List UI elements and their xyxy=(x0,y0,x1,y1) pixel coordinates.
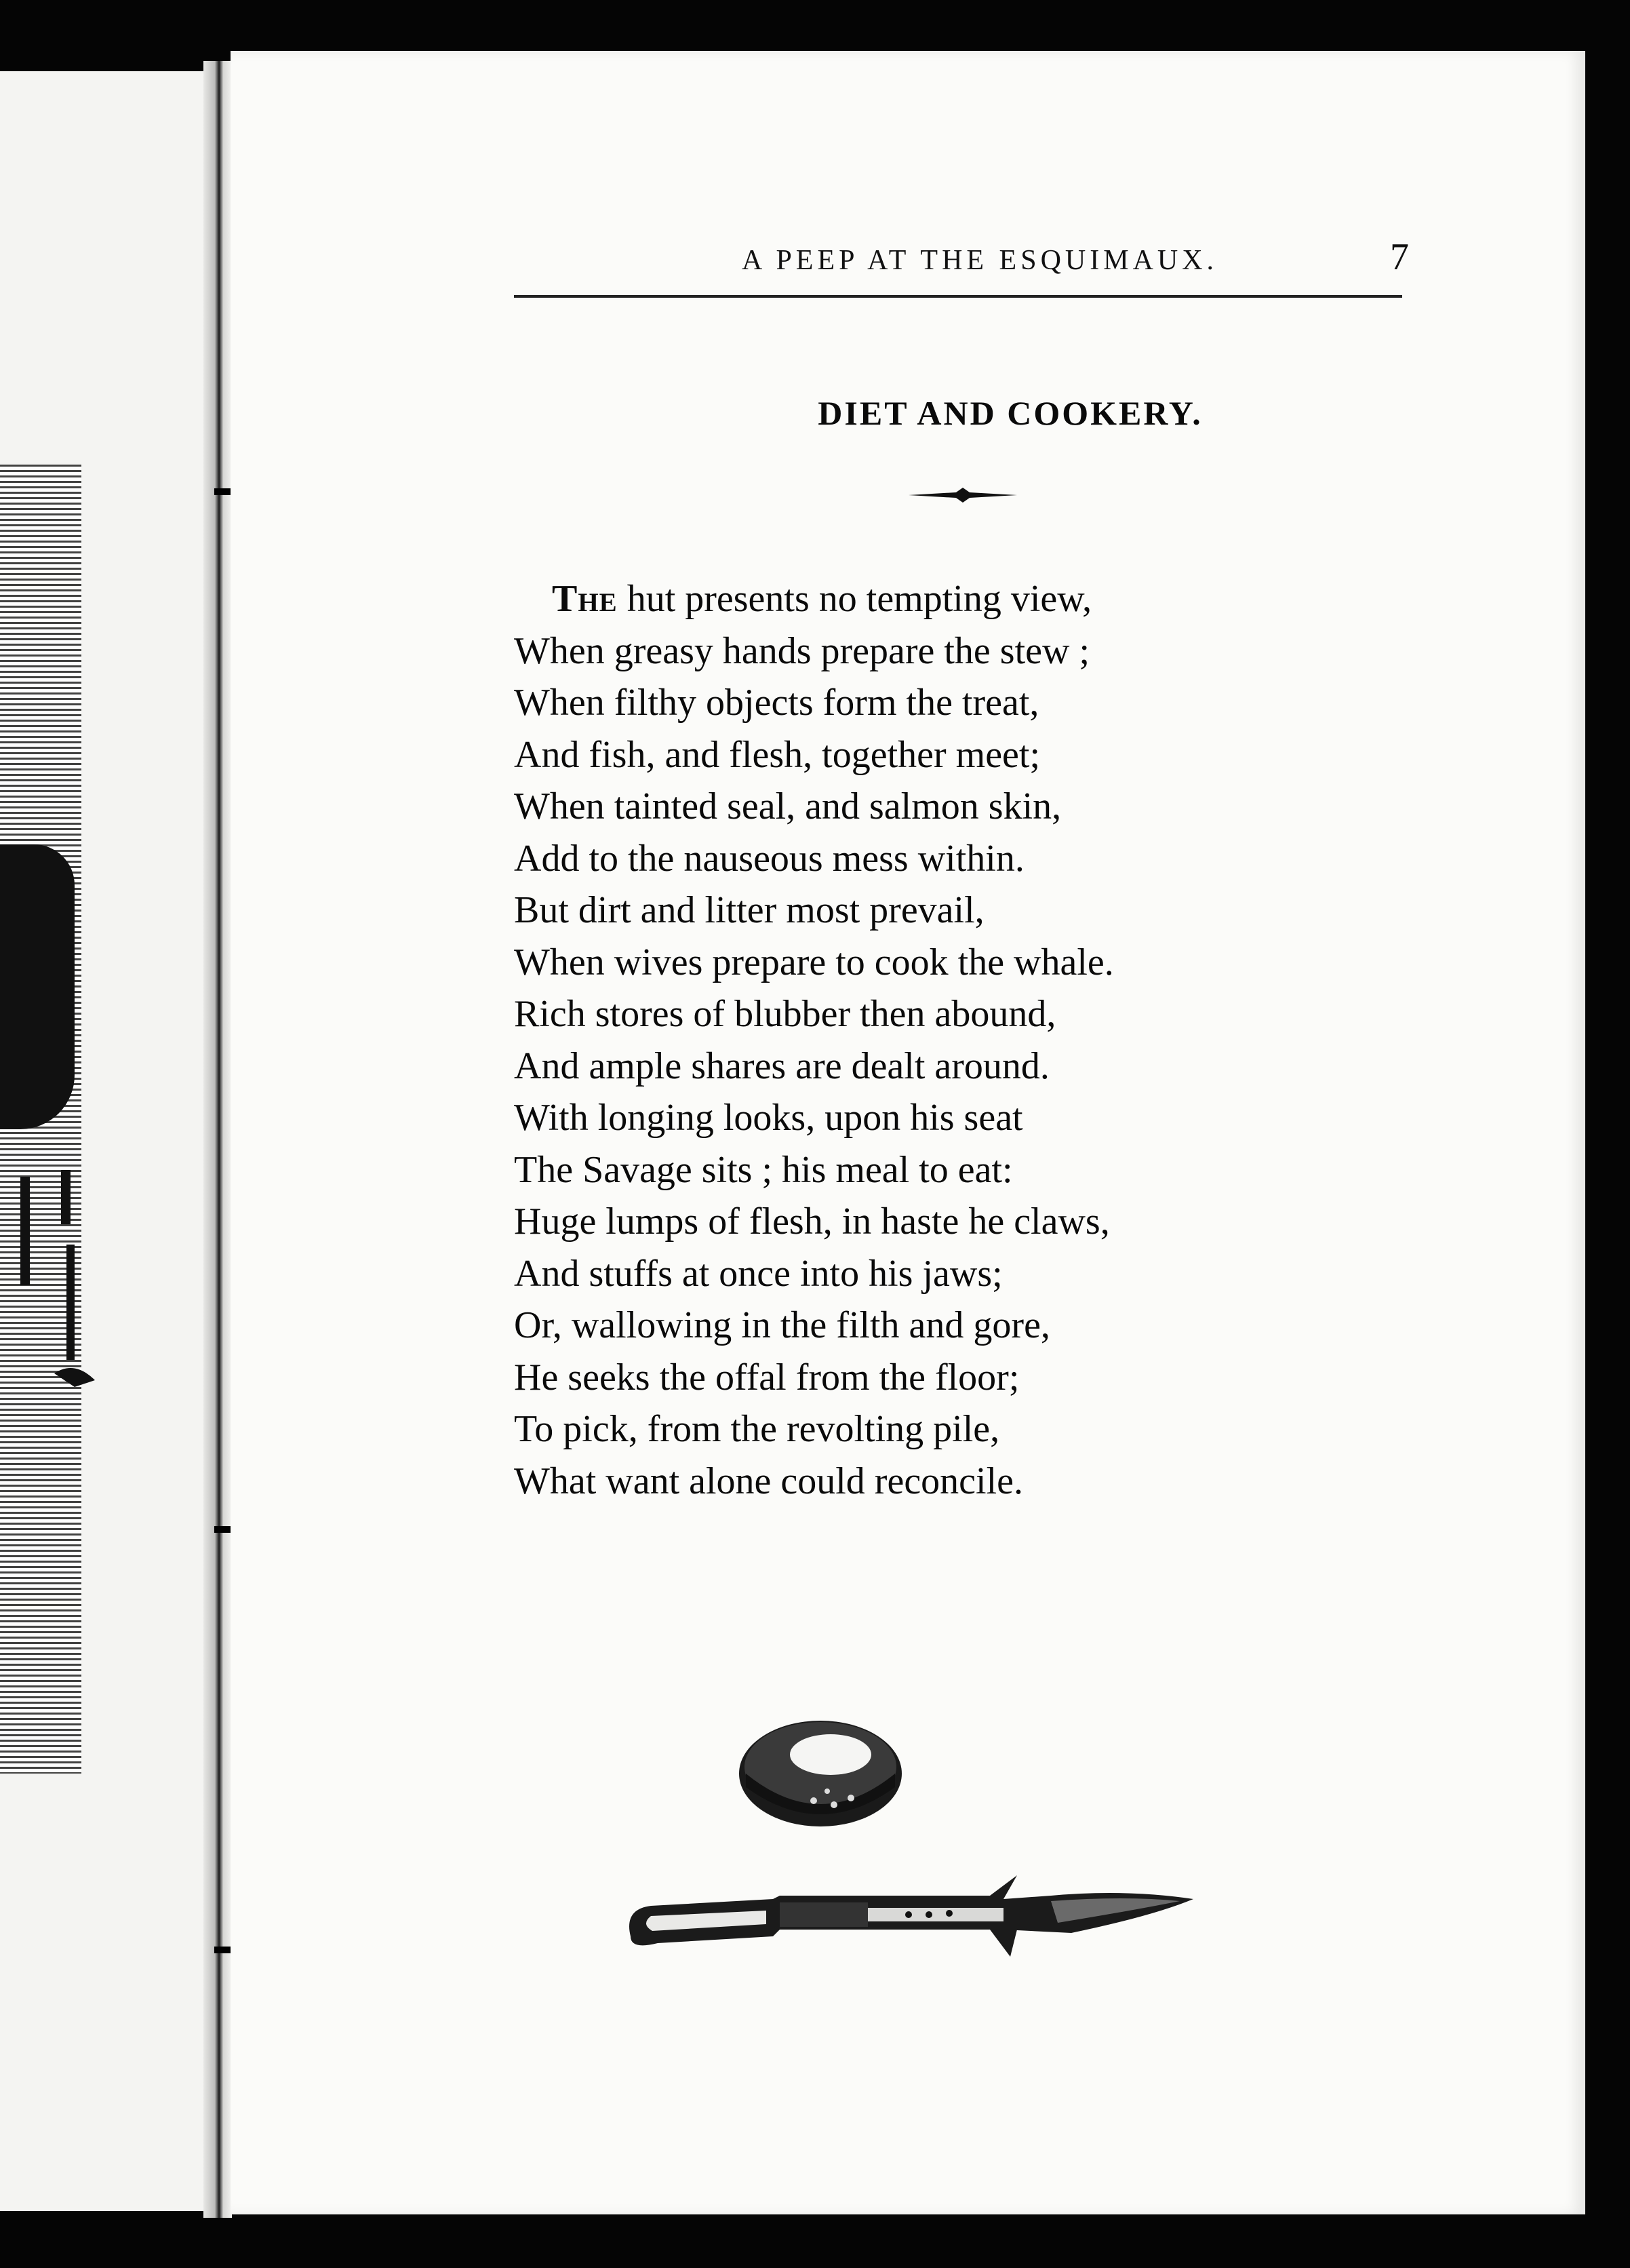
poem-first-word: The xyxy=(552,578,618,620)
poem-line: With longing looks, upon his seat xyxy=(514,1097,1023,1139)
harpoon-icon xyxy=(629,1875,1193,1957)
poem-line: When filthy objects form the treat, xyxy=(514,682,1039,724)
facing-page-tools-icon xyxy=(14,1170,95,1414)
poem-line: Huge lumps of flesh, in haste he claws, xyxy=(514,1200,1110,1243)
poem-line: Rich stores of blubber then abound, xyxy=(514,993,1056,1035)
poem-line: But dirt and litter most prevail, xyxy=(514,889,985,931)
poem-line: The Savage sits ; his meal to eat: xyxy=(514,1148,1013,1191)
poem-line: And ample shares are dealt around. xyxy=(514,1044,1050,1087)
poem-line: What want alone could reconcile. xyxy=(514,1460,1023,1502)
poem-line xyxy=(514,573,1463,625)
poem-line: And stuffs at once into his jaws; xyxy=(514,1252,1003,1295)
poem-line: When tainted seal, and salmon skin, xyxy=(514,785,1062,827)
book-gutter xyxy=(203,61,232,2218)
tools-illustration xyxy=(610,1672,1220,1997)
facing-page xyxy=(0,71,224,2211)
poem-line: When greasy hands prepare the stew ; xyxy=(514,629,1090,672)
poem-line: To pick, from the revolting pile, xyxy=(514,1408,1000,1450)
running-head: A PEEP AT THE ESQUIMAUX. xyxy=(741,245,1218,276)
poem-line: He seeks the offal from the floor; xyxy=(514,1356,1020,1399)
header-rule xyxy=(514,295,1402,298)
poem-line: When wives prepare to cook the whale. xyxy=(514,941,1114,983)
book-page xyxy=(231,51,1585,2214)
poem-line: And fish, and flesh, together meet; xyxy=(514,733,1041,776)
poem-line: Add to the nauseous mess within. xyxy=(514,837,1025,880)
section-title: DIET AND COOKERY. xyxy=(818,394,1203,432)
diamond-ornament-icon xyxy=(909,485,1017,505)
page-number: 7 xyxy=(1390,236,1409,278)
poem xyxy=(514,573,1463,1507)
poem-line-text: hut presents no tempting view, xyxy=(627,578,1092,620)
facing-page-engraving-figure xyxy=(0,844,75,1129)
poem-line: Or, wallowing in the filth and gore, xyxy=(514,1304,1050,1346)
ring-icon xyxy=(739,1721,902,1826)
